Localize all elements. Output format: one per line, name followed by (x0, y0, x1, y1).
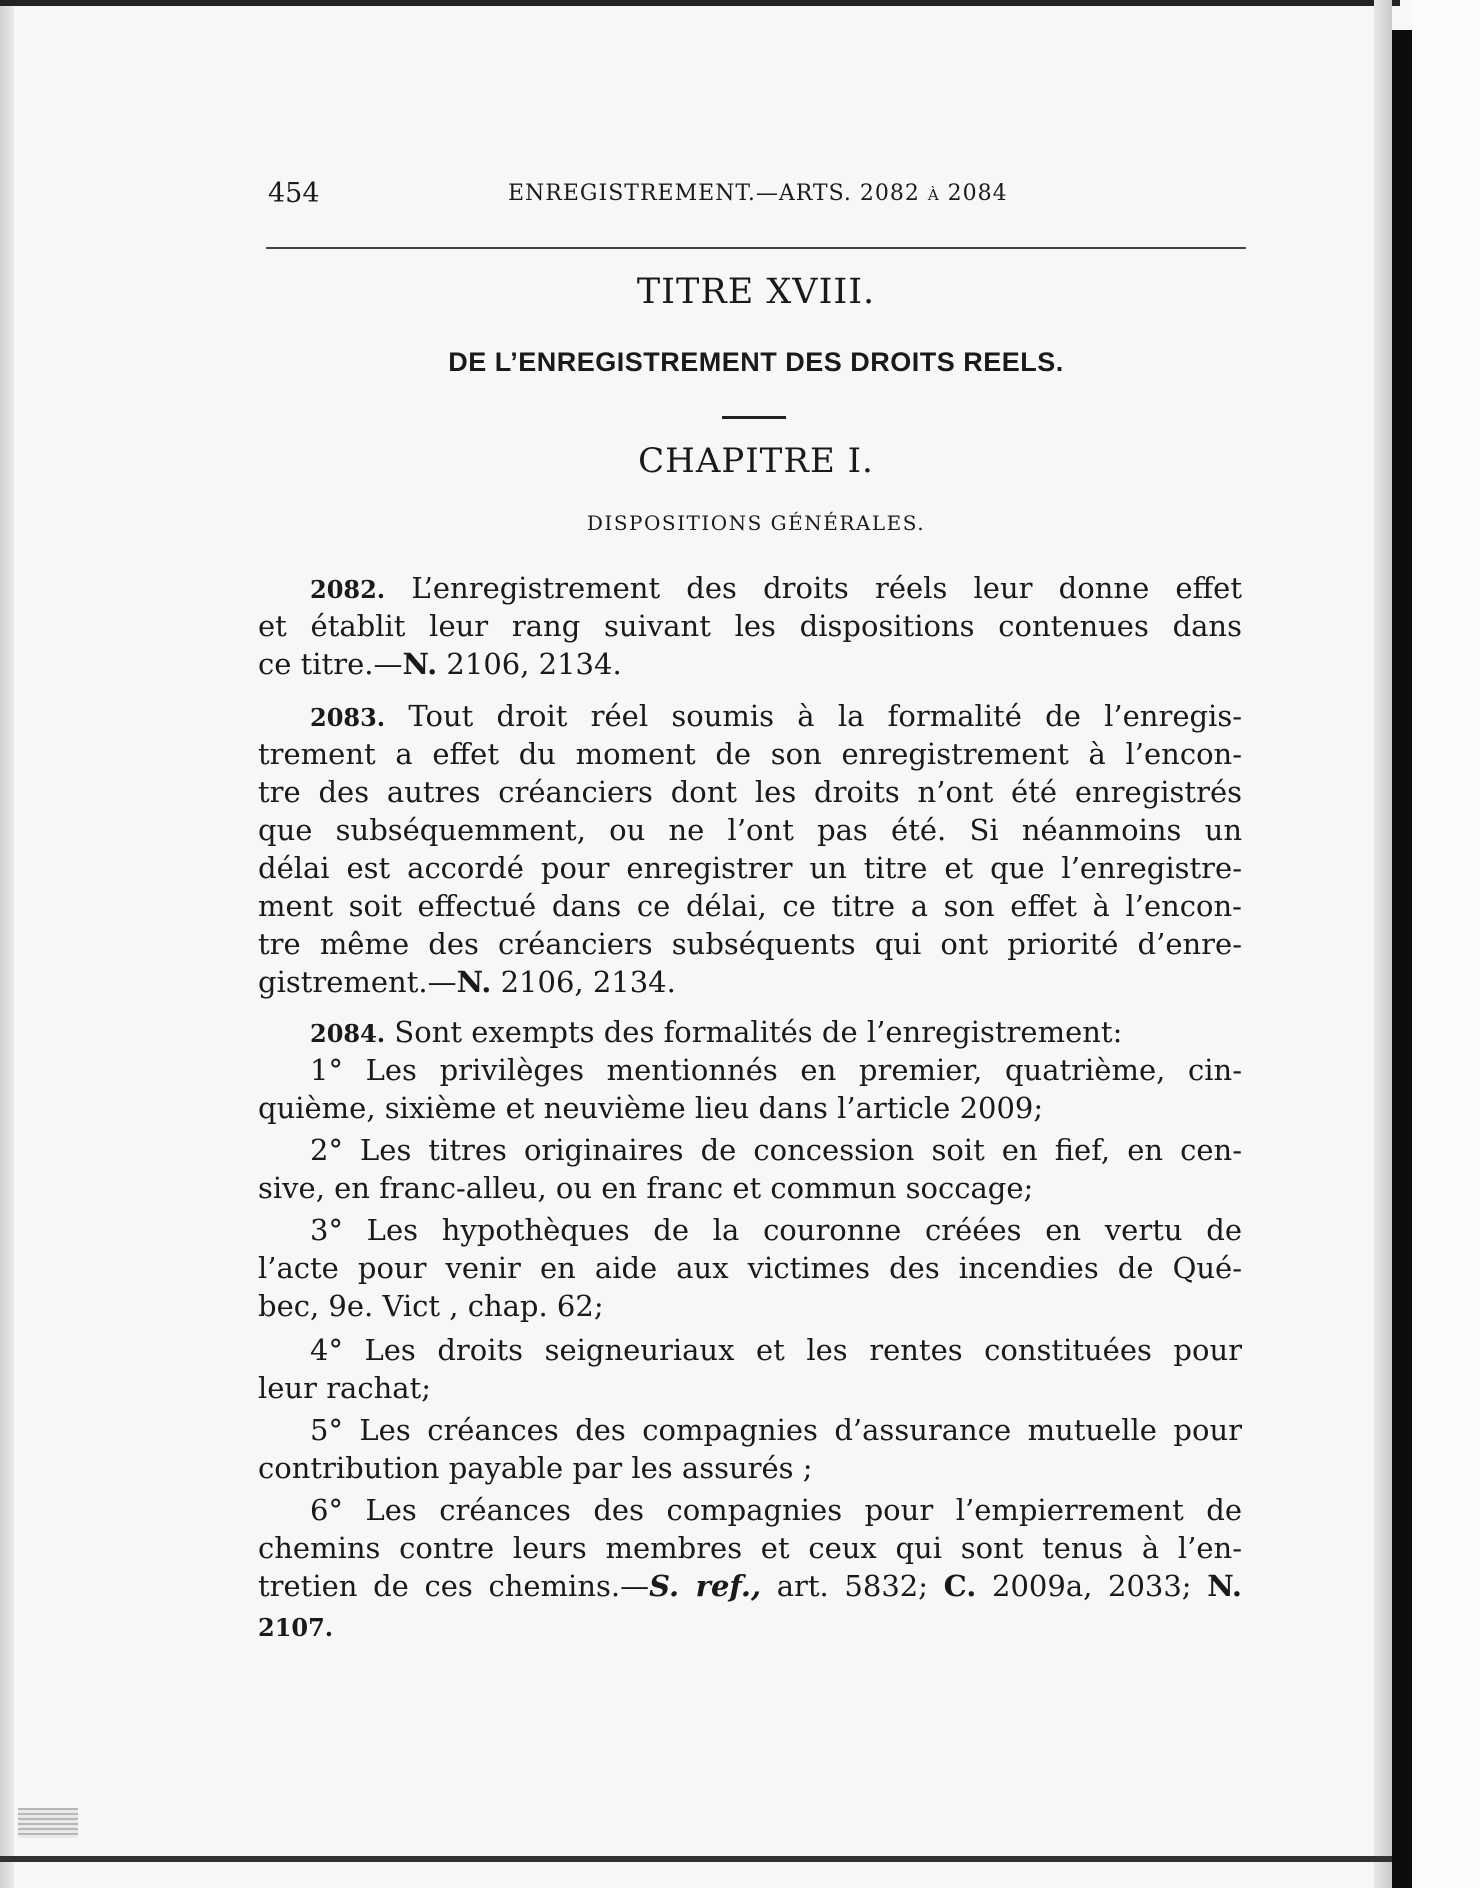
text-line: tre des autres créanciers dont les droits n’ont été enregistrés (258, 775, 1242, 809)
section-dash (722, 416, 786, 419)
section-heading: DISPOSITIONS GÉNÉRALES. (586, 511, 926, 535)
text-line: leur rachat; (258, 1371, 431, 1405)
titre-subtitle: DE L’ENREGISTREMENT DES DROITS REELS. (448, 347, 1064, 377)
article-number: 2107. (258, 1613, 334, 1642)
book-spine (1392, 30, 1412, 1888)
page-top-edge (0, 0, 1400, 6)
page-bottom-edge (0, 1856, 1392, 1862)
text-line: que subséquemment, ou ne l’ont pas été. Si néanmoins un (258, 813, 1242, 847)
text-line: contribution payable par les assurés ; (258, 1451, 813, 1485)
text-line: 1° Les privilèges mentionnés en premier, quatrième, cin- (310, 1053, 1242, 1087)
titre-heading: TITRE XVIII. (636, 272, 876, 312)
running-head (268, 172, 1248, 216)
text-line: gistrement.—N. 2106, 2134. (258, 965, 676, 999)
page-number: 454 (268, 178, 320, 209)
text-line: quième, sixième et neuvième lieu dans l’article 2009; (258, 1091, 1044, 1125)
article-number: 2083. (310, 703, 386, 732)
text-line: 2084. Sont exempts des formalités de l’enregistrement: (310, 1015, 1123, 1049)
running-title: ENREGISTREMENT.—ARTS. 2082 à 2084 (508, 181, 1008, 206)
article-number: 2082. (310, 575, 386, 604)
text-line: 3° Les hypothèques de la couronne créées en vertu de (310, 1213, 1242, 1247)
text-line: bec, 9e. Vict , chap. 62; (258, 1289, 604, 1323)
text-line: 6° Les créances des compagnies pour l’empierrement de (310, 1493, 1242, 1527)
text-line: ce titre.—N. 2106, 2134. (258, 647, 622, 681)
text-line: 2° Les titres originaires de concession soit en fief, en cen- (310, 1133, 1242, 1167)
chapitre-heading: CHAPITRE I. (638, 441, 874, 481)
text-line: 2082. L’enregistrement des droits réels leur donne effet (310, 571, 1242, 605)
text-line: tre même des créanciers subséquents qui ont priorité d’enre- (258, 927, 1242, 961)
text-line: tretien de ces chemins.—S. ref., art. 5832; C. 2009a, 2033; N. (258, 1569, 1242, 1603)
article-number: 2084. (310, 1019, 386, 1048)
text-line: ment soit effectué dans ce délai, ce titre a son effet à l’encon- (258, 889, 1242, 923)
text-line: sive, en franc-alleu, ou en franc et commun soccage; (258, 1171, 1034, 1205)
text-line: délai est accordé pour enregistrer un titre et que l’enregistre- (258, 851, 1242, 885)
text-line (258, 1606, 1242, 1646)
text-line: l’acte pour venir en aide aux victimes des incendies de Qué- (258, 1251, 1242, 1285)
header-rule (266, 247, 1246, 249)
page-left-edge (0, 0, 14, 1888)
page-stack-edges (18, 1808, 78, 1838)
text-line: et établit leur rang suivant les dispositions contenues dans (258, 609, 1242, 643)
text-line: 4° Les droits seigneuriaux et les rentes constituées pour (310, 1333, 1242, 1367)
text-line: 5° Les créances des compagnies d’assurance mutuelle pour (310, 1413, 1242, 1447)
text-line: trement a effet du moment de son enregistrement à l’encon- (258, 737, 1242, 771)
text-line: 2083. Tout droit réel soumis à la formalité de l’enregis- (310, 699, 1242, 733)
facing-page (1412, 0, 1480, 1888)
page-gutter (1374, 0, 1392, 1888)
text-line: chemins contre leurs membres et ceux qui sont tenus à l’en- (258, 1531, 1242, 1565)
